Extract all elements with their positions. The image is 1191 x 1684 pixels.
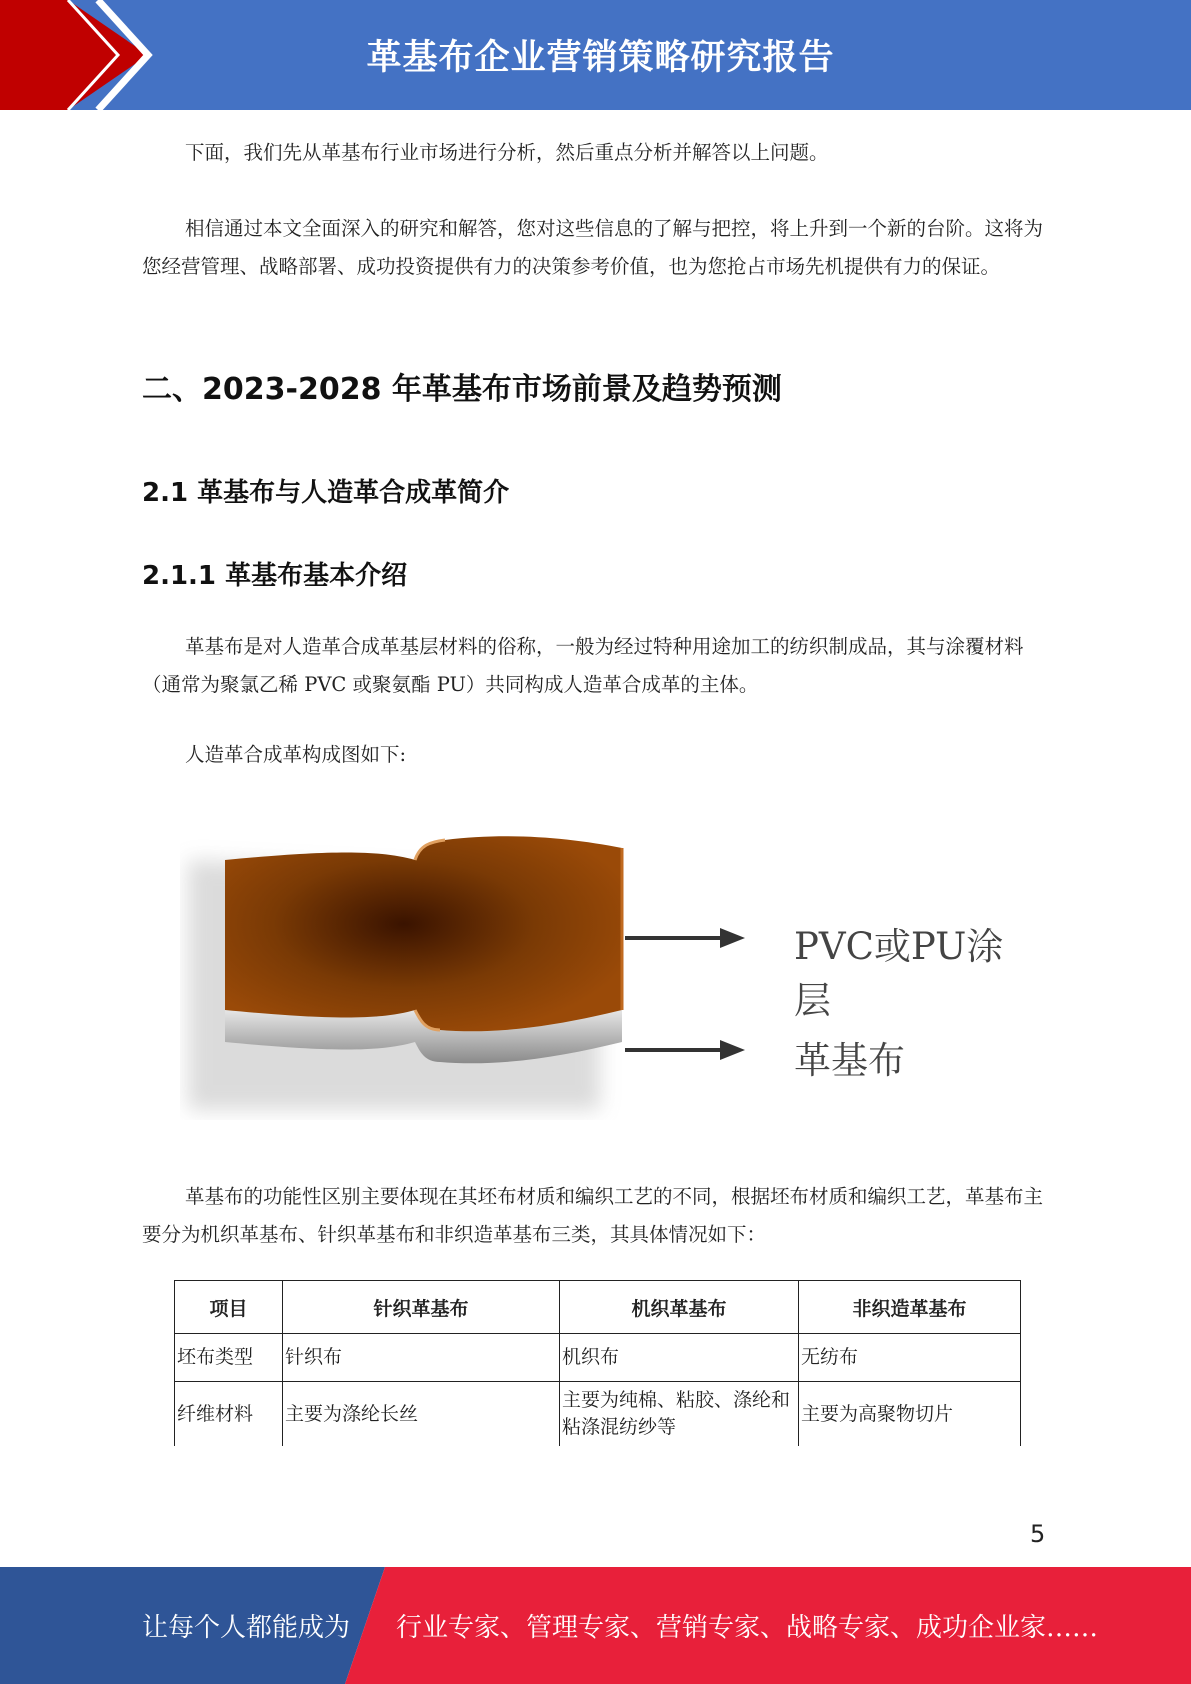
table-row xyxy=(175,1334,1021,1382)
footer-slogan-right: 行业专家、管理专家、营销专家、战略专家、成功企业家…… xyxy=(396,1613,1099,1643)
table-cell: 主要为高聚物切片 xyxy=(799,1382,1021,1447)
table-header-cell: 项目 xyxy=(175,1281,283,1334)
intro-paragraph: 下面，我们先从革基布行业市场进行分析，然后重点分析并解答以上问题。 xyxy=(185,141,829,164)
figure-intro-paragraph: 人造革合成革构成图如下: xyxy=(185,743,407,766)
table-row xyxy=(175,1382,1021,1447)
leather-composition-figure xyxy=(180,820,1030,1120)
footer-slogan-left: 让每个人都能成为 xyxy=(142,1613,351,1643)
arrow-base-head xyxy=(720,1040,745,1060)
section-heading-2-1: 2.1 革基布与人造革合成革简介 xyxy=(142,478,510,508)
table-cell: 针织布 xyxy=(283,1334,560,1382)
page-number: 5 xyxy=(1030,1520,1046,1548)
table-cell: 纤维材料 xyxy=(175,1382,283,1447)
leather-base-comparison-table xyxy=(174,1280,1021,1446)
coating-layer xyxy=(225,836,622,1031)
table-header-row xyxy=(175,1281,1021,1334)
page-header xyxy=(0,0,1191,110)
table-cell: 主要为纯棉、粘胶、涤纶和粘涤混纺纱等 xyxy=(560,1382,799,1447)
report-title: 革基布企业营销策略研究报告 xyxy=(366,38,835,78)
table-header-cell: 非织造革基布 xyxy=(799,1281,1021,1334)
section-heading-2: 二、2023-2028 年革基布市场前景及趋势预测 xyxy=(142,372,782,407)
classification-paragraph: 革基布的功能性区别主要体现在其坯布材质和编织工艺的不同，根据坯布材质和编织工艺，革基布主要分为机织革基布、针织革基布和非织造革基布三类，其具体情况如下： xyxy=(142,1185,1044,1246)
table-cell: 主要为涤纶长丝 xyxy=(283,1382,560,1447)
section-heading-2-1-1: 2.1.1 革基布基本介绍 xyxy=(142,561,408,591)
table-cell: 无纺布 xyxy=(799,1334,1021,1382)
label-coating: PVC或PU涂层 xyxy=(794,925,1004,1022)
value-paragraph: 相信通过本文全面深入的研究和解答，您对这些信息的了解与把控，将上升到一个新的台阶。这将为您经营管理、战略部署、成功投资提供有力的决策参考价值，也为您抢占市场先机提供有力的保证。 xyxy=(142,217,1044,278)
table-cell: 坯布类型 xyxy=(175,1334,283,1382)
label-base-fabric: 革基布 xyxy=(794,1039,905,1082)
table-header-cell: 机织革基布 xyxy=(560,1281,799,1334)
arrow-coating-head xyxy=(720,928,745,948)
page-footer xyxy=(0,1567,1191,1684)
definition-paragraph: 革基布是对人造革合成革基层材料的俗称，一般为经过特种用途加工的纺织制成品，其与涂覆材料（通常为聚氯乙稀 PVC 或聚氨酯 PU）共同构成人造革合成革的主体。 xyxy=(142,635,1024,696)
table-header-cell: 针织革基布 xyxy=(283,1281,560,1334)
table-cell: 机织布 xyxy=(560,1334,799,1382)
